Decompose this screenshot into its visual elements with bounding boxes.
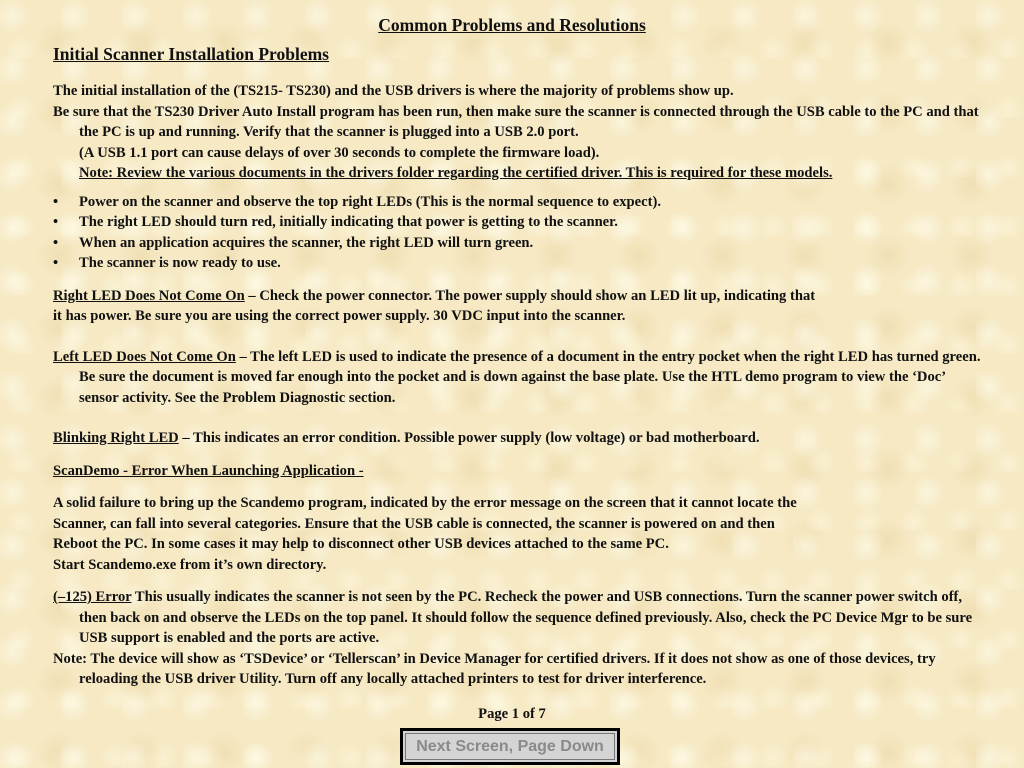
left-led-paragraph: Left LED Does Not Come On – The left LED is used to indicate the presence of a document in the entry pocket when the right LED has turned green. Be sure the document is moved far enough into the pocket and is down against the base plate. Use the HTL demo program to view the ‘Doc’ sensor activity. See the Problem Diagnostic section. <box>53 348 981 406</box>
next-screen-button-label: Next Screen, Page Down <box>416 737 604 755</box>
intro-line-3: (A USB 1.1 port can cause delays of over 30 seconds to complete the firmware load). <box>79 144 600 161</box>
right-led-heading: Right LED Does Not Come On <box>53 287 245 304</box>
next-screen-button[interactable] <box>400 728 620 765</box>
device-manager-note: Note: The device will show as ‘TSDevice’ or ‘Tellerscan’ in Device Manager for certified drivers. If it does not show as one of those devices, try reloading the USB driver Utility. Turn off any locally attached printers to test for driver interference. <box>53 650 936 687</box>
startup-sequence-list <box>53 192 983 274</box>
scandemo-line-4: Start Scandemo.exe from it’s own directory. <box>53 556 327 573</box>
error-125-paragraph: (–125) Error This usually indicates the scanner is not seen by the PC. Recheck the power and USB connections. Turn the scanner power switch off, then back on and observe the LEDs on the top panel. It should follow the sequence defined previously. Also, check the PC Device Mgr to be sure USB support is enabled and the ports are active. <box>53 589 973 646</box>
section-title-initial-installation: Initial Scanner Installation Problems <box>53 44 329 64</box>
left-led-heading: Left LED Does Not Come On <box>53 348 236 365</box>
page-indicator: Page 1 of 7 <box>478 706 546 722</box>
bullet-icon: • <box>53 255 59 271</box>
right-led-paragraph-line-2: it has power. Be sure you are using the correct power supply. 30 VDC input into the scanner. <box>53 308 626 324</box>
bullet-icon: • <box>53 234 59 251</box>
document-body <box>53 81 983 690</box>
scandemo-line-1: A solid failure to bring up the Scandemo program, indicated by the error message on the screen that it cannot locate the <box>53 495 797 511</box>
bullet-icon: • <box>53 214 59 230</box>
scandemo-line-3: Reboot the PC. In some cases it may help to disconnect other USB devices attached to the same PC. <box>53 536 669 552</box>
intro-note: Note: Review the various documents in the drivers folder regarding the certified driver. This is required for these models. <box>79 165 833 181</box>
bullet-icon: • <box>53 193 59 210</box>
list-item: • Power on the scanner and observe the top right LEDs (This is the normal sequence to expect). <box>53 192 983 213</box>
scandemo-heading: ScanDemo - Error When Launching Application - <box>53 462 364 479</box>
list-item: • The right LED should turn red, initially indicating that power is getting to the scanner. <box>53 212 983 233</box>
page-title: Common Problems and Resolutions <box>378 15 646 35</box>
right-led-paragraph: Right LED Does Not Come On – Check the power connector. The power supply should show an LED lit up, indicating that <box>53 287 816 304</box>
intro-line-1: The initial installation of the (TS215- TS230) and the USB drivers is where the majority of problems show up. <box>53 83 734 99</box>
list-item: • When an application acquires the scanner, the right LED will turn green. <box>53 233 983 254</box>
error-125-heading: (–125) Error <box>53 589 132 605</box>
list-item: • The scanner is now ready to use. <box>53 253 983 274</box>
blinking-led-paragraph: Blinking Right LED – This indicates an error condition. Possible power supply (low voltage) or bad motherboard. <box>53 430 760 446</box>
intro-line-2: Be sure that the TS230 Driver Auto Install program has been run, then make sure the scanner is connected through the USB cable to the PC and that the PC is up and running. Verify that the scanner is plugged into a USB 2.0 port. <box>53 103 979 140</box>
blinking-led-heading: Blinking Right LED <box>53 430 179 446</box>
scandemo-line-2: Scanner, can fall into several categories. Ensure that the USB cable is connected, the scanner is powered on and then <box>53 515 775 532</box>
